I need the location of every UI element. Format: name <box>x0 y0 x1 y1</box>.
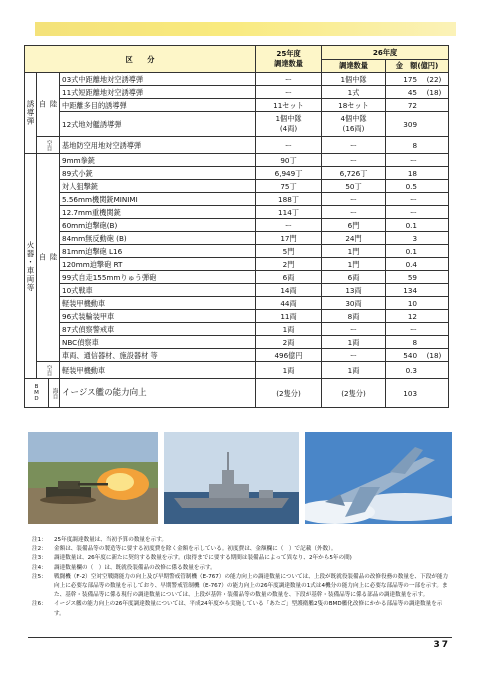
qty25: 1両 <box>256 362 322 379</box>
qty25: 1両 <box>256 323 322 336</box>
amount: 0.1 <box>386 245 449 258</box>
item-name: 87式偵察警戒車 <box>60 323 256 336</box>
qty26: 6両 <box>322 271 386 284</box>
qty25: ー <box>256 219 322 232</box>
table-row <box>25 86 449 99</box>
qty25: 2両 <box>256 336 322 349</box>
group-firearms: 火器・車両等 <box>25 154 37 379</box>
item-name: 96式装輪装甲車 <box>60 310 256 323</box>
fy26-amount-header: 金 額(億円) <box>386 59 449 73</box>
item-name: 84mm無反動砲 (B) <box>60 232 256 245</box>
subgroup-rikuji-2: 陸 自 <box>37 154 60 362</box>
table-row <box>25 206 449 219</box>
qty25: 496億円 <box>256 349 322 362</box>
item-name: 5.56mm機関銃MINIMI <box>60 193 256 206</box>
item-name: 10式戦車 <box>60 284 256 297</box>
tank-firing-photo <box>28 432 158 524</box>
qty26: 8両 <box>322 310 386 323</box>
table-row <box>25 112 449 137</box>
item-name: 120mm迫撃砲 RT <box>60 258 256 271</box>
note-item <box>32 536 452 545</box>
amount: 12 <box>386 310 449 323</box>
amount: 3 <box>386 232 449 245</box>
qty26: ー <box>322 349 386 362</box>
amount: 18 <box>386 167 449 180</box>
qty26: 6,726丁 <box>322 167 386 180</box>
qty25: 14両 <box>256 284 322 297</box>
amount: 103 <box>386 379 449 408</box>
table-row <box>25 219 449 232</box>
qty25: 5門 <box>256 245 322 258</box>
amount: 8 <box>386 336 449 349</box>
qty25: ー <box>256 137 322 154</box>
group-missile: 誘導弾 <box>25 73 37 154</box>
qty25: (2隻分) <box>256 379 322 408</box>
qty26: 13両 <box>322 284 386 297</box>
item-name: 軽装甲機動車 <box>60 297 256 310</box>
header-color-band <box>35 22 456 36</box>
item-name: 車両、通信器材、施設器材 等 <box>60 349 256 362</box>
table-row <box>25 336 449 349</box>
table-row <box>25 297 449 310</box>
note-text: 調達数量欄の（ ）は、既就役装備品の改修に係る数量を示す。 <box>54 564 216 571</box>
note-label: 注3： <box>32 555 47 562</box>
fy25-label: 25年度 <box>276 49 301 58</box>
qty26: 1両 <box>322 336 386 349</box>
qty25: 1個中隊 (4両) <box>256 112 322 137</box>
qty25: 2門 <box>256 258 322 271</box>
item-name: NBC偵察車 <box>60 336 256 349</box>
qty25: 75丁 <box>256 180 322 193</box>
amount: 175 (22) <box>386 73 449 86</box>
qty26: 1門 <box>322 258 386 271</box>
table-row <box>25 310 449 323</box>
note-label: 注5： <box>32 573 47 580</box>
notes-section <box>32 536 452 619</box>
amount: 0.3 <box>386 362 449 379</box>
qty25: 90丁 <box>256 154 322 167</box>
qty26: 1両 <box>322 362 386 379</box>
table-row <box>25 137 449 154</box>
fy25-header <box>256 46 322 73</box>
destroyer-ship-photo <box>164 432 299 524</box>
table-row <box>25 167 449 180</box>
procurement-table <box>24 45 449 408</box>
qty26: 1門 <box>322 245 386 258</box>
amount: 0.1 <box>386 219 449 232</box>
note-item <box>32 545 452 554</box>
item-name: イージス艦の能力向上 <box>60 379 256 408</box>
footer-rule <box>28 637 452 638</box>
qty25: ー <box>256 73 322 86</box>
item-name: 12式地対艦誘導弾 <box>60 112 256 137</box>
note-text: 戦闘機（F-2）空対空戦闘能力の向上及び早期警戒管制機（E-767）の能力向上の調達数量については、上段が既就役装備品の改修役務の数量を、下段が能力向上に必要な部品等の数量を示しており、早期警戒管制機（E-767）の能力向上の26年度調達数量の1式は4機分の能力向上に必要な部品等の一部を示す。また、基幹・装備品等に係る現行の調達数量については、上段が基幹・装備品等の数量の数量を、下段が基幹・装備品等に係る部品の調達数量を示す。 <box>54 573 449 599</box>
note-text: イージス艦の能力向上の26年度調達数量については、平成24年度から実施している「あたご」型護衛艦2隻のBMD艦化改修にかかる部品等の調達数量を示す。 <box>54 601 443 617</box>
note-item <box>32 573 452 601</box>
qty26: 30両 <box>322 297 386 310</box>
qty26: ー <box>322 206 386 219</box>
item-name: 81mm迫撃砲 L16 <box>60 245 256 258</box>
bmd-group: BMD <box>25 379 49 408</box>
table-row <box>25 245 449 258</box>
qty26: (2隻分) <box>322 379 386 408</box>
table-row <box>25 232 449 245</box>
amount: 8 <box>386 137 449 154</box>
amount: ー <box>386 193 449 206</box>
amount: 0.4 <box>386 258 449 271</box>
photo-strip <box>28 432 452 524</box>
item-name: 89式小銃 <box>60 167 256 180</box>
qty25: 17門 <box>256 232 322 245</box>
amount: 309 <box>386 112 449 137</box>
note-item <box>32 564 452 573</box>
qty25: 6両 <box>256 271 322 284</box>
qty26: ー <box>322 193 386 206</box>
qty25: 188丁 <box>256 193 322 206</box>
amount: 72 <box>386 99 449 112</box>
category-header: 区 分 <box>25 46 256 73</box>
amount: 59 <box>386 271 449 284</box>
table-row <box>25 154 449 167</box>
item-name: 対人狙撃銃 <box>60 180 256 193</box>
qty26: 50丁 <box>322 180 386 193</box>
table-row <box>25 180 449 193</box>
table-row <box>25 193 449 206</box>
note-label: 注2： <box>32 546 47 553</box>
subgroup-kuji-2: 空自 <box>37 362 60 379</box>
item-name: 60mm迫撃砲(B) <box>60 219 256 232</box>
amount: 0.5 <box>386 180 449 193</box>
note-label: 注6： <box>32 601 47 608</box>
item-name: 12.7mm重機関銃 <box>60 206 256 219</box>
fighter-jet-photo <box>305 432 452 524</box>
item-name: 基地防空用地対空誘導弾 <box>60 137 256 154</box>
note-text: 25年度調達数量は、当初予算の数量を示す。 <box>54 537 167 543</box>
table-row <box>25 271 449 284</box>
fy26-qty-header: 調達数量 <box>322 59 386 73</box>
note-item <box>32 600 452 618</box>
qty25: 11セット <box>256 99 322 112</box>
item-name: 11式短距離地対空誘導弾 <box>60 86 256 99</box>
table-row <box>25 258 449 271</box>
qty26: ー <box>322 323 386 336</box>
qty26: 6門 <box>322 219 386 232</box>
table-row <box>25 99 449 112</box>
amount: 134 <box>386 284 449 297</box>
item-name: 中距離多目的誘導弾 <box>60 99 256 112</box>
qty26: 1個中隊 <box>322 73 386 86</box>
qty25: 44両 <box>256 297 322 310</box>
qty26: 18セット <box>322 99 386 112</box>
subgroup-rikuji: 陸 自 <box>37 73 60 137</box>
fy25-sub: 調達数量 <box>274 59 303 68</box>
subgroup-kuji: 空自 <box>37 137 60 154</box>
fy26-header: 26年度 <box>322 46 449 60</box>
qty25: 11両 <box>256 310 322 323</box>
qty25: 114丁 <box>256 206 322 219</box>
table-row <box>25 362 449 379</box>
note-item <box>32 554 452 563</box>
qty26: 4個中隊 (16両) <box>322 112 386 137</box>
item-name: 03式中距離地対空誘導弾 <box>60 73 256 86</box>
amount: 45 (18) <box>386 86 449 99</box>
qty25: ー <box>256 86 322 99</box>
qty26: ー <box>322 137 386 154</box>
amount: ー <box>386 323 449 336</box>
table-row <box>25 73 449 86</box>
qty25: 6,949丁 <box>256 167 322 180</box>
qty26: 24門 <box>322 232 386 245</box>
note-label: 注1： <box>32 537 47 543</box>
item-name: 9mm拳銃 <box>60 154 256 167</box>
page-number: 37 <box>433 640 450 650</box>
item-name: 99式自走155mmりゅう弾砲 <box>60 271 256 284</box>
amount: ー <box>386 206 449 219</box>
table-row <box>25 323 449 336</box>
amount: 540 (18) <box>386 349 449 362</box>
table-row <box>25 284 449 297</box>
qty26: 1式 <box>322 86 386 99</box>
note-label: 注4： <box>32 564 47 571</box>
table-row <box>25 349 449 362</box>
amount: 10 <box>386 297 449 310</box>
table-row <box>25 379 449 408</box>
subgroup-kaiji: 海自 <box>49 379 60 408</box>
note-text: 調達数量は、26年度に新たに契約する数量を示す。(取得までに要する期間は装備品によって異なり、2年から5年の間) <box>54 555 352 562</box>
note-text: 金額は、装備品等の製造等に要する初度費を除く金額を示している。初度費は、金額欄に（ ）で記載（外数）。 <box>54 546 337 553</box>
qty26: ー <box>322 154 386 167</box>
amount: ー <box>386 154 449 167</box>
item-name: 軽装甲機動車 <box>60 362 256 379</box>
